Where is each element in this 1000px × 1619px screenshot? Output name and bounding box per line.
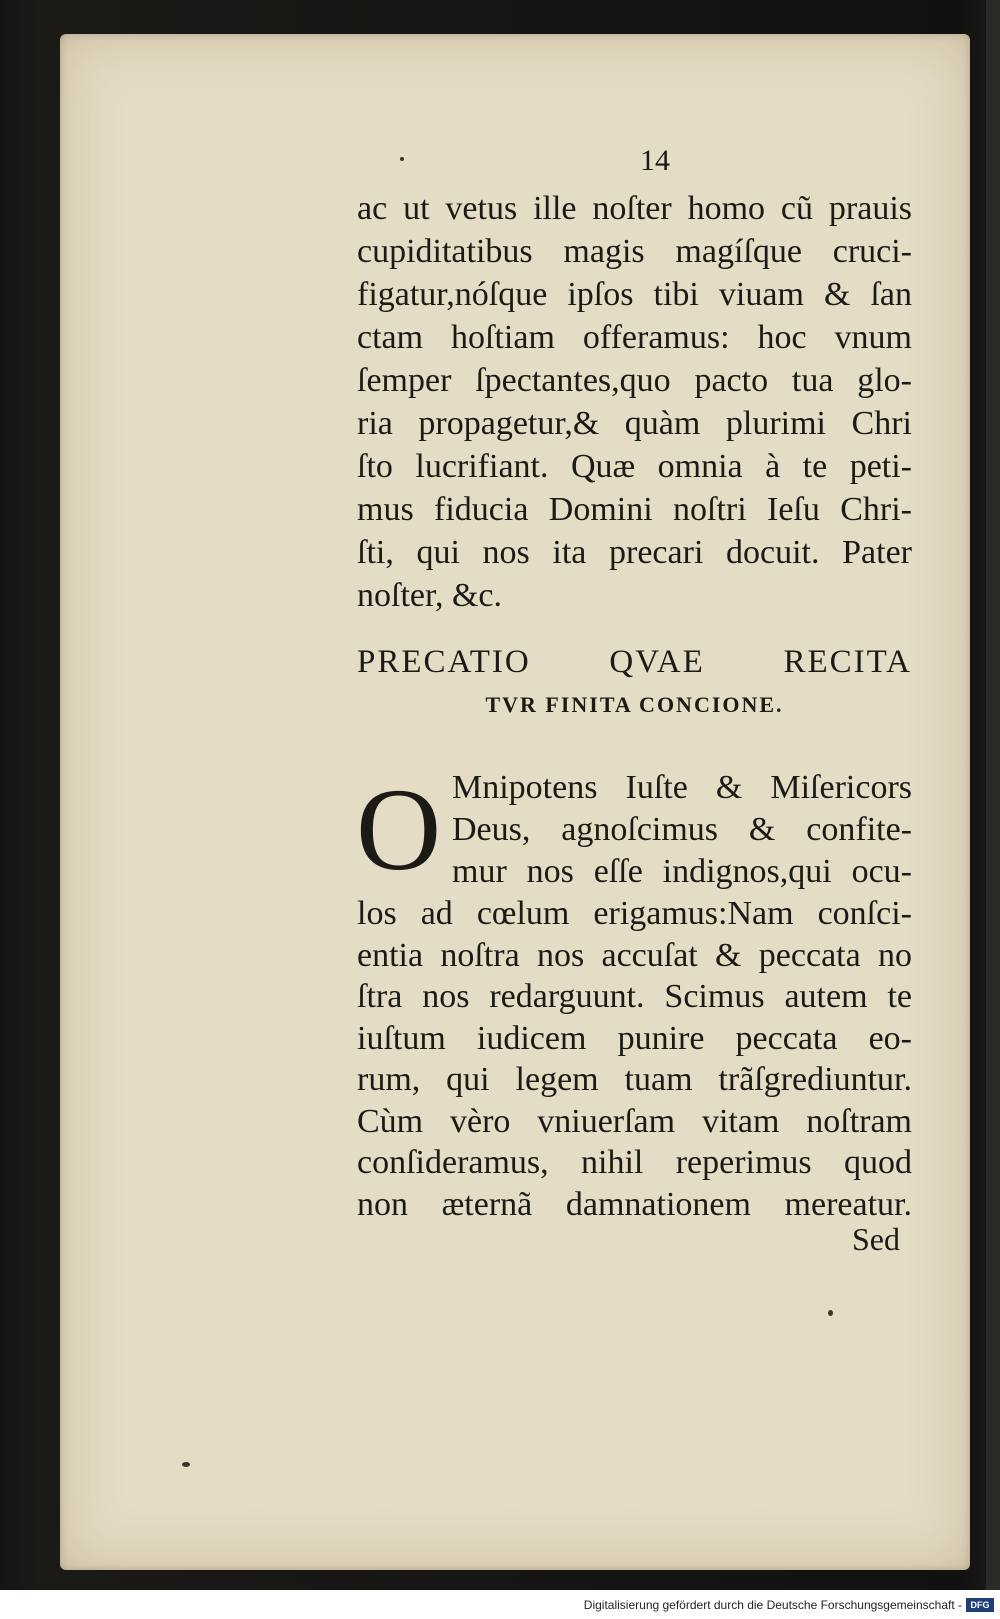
text-line: Deus, agnoſcimus & confite- <box>452 811 912 848</box>
catchword: Sed <box>852 1221 900 1257</box>
prayer-text-block-continued <box>357 893 912 1225</box>
heading-line: PRECATIO QVAE RECITA <box>357 644 912 680</box>
text-line: conſideramus, nihil reperimus quod <box>357 1144 912 1181</box>
digitization-footer <box>0 1590 1000 1619</box>
book-board-edge <box>986 0 1000 1590</box>
book-page <box>60 34 970 1570</box>
prayer-text-block <box>357 187 912 617</box>
text-line: iuſtum iudicem punire peccata eo- <box>357 1019 912 1057</box>
indented-text-block <box>452 767 912 893</box>
text-line: ſtra nos redarguunt. Scimus autem te <box>357 978 912 1015</box>
text-line: cupiditatibus magis magíſque cruci- <box>357 233 912 270</box>
page-number: 14 <box>640 144 670 177</box>
text-line: rum, qui legem tuam trãſgrediuntur. <box>357 1061 912 1098</box>
text-line: non æternã damnationem mereatur. <box>357 1185 912 1223</box>
paper-speck <box>182 1462 190 1467</box>
text-line: ſti, qui nos ita precari docuit. Pater <box>357 534 912 571</box>
text-line: ria propagetur,& quàm plurimi Chri <box>357 405 912 442</box>
text-line: ctam hoſtiam offeramus: hoc vnum <box>357 319 912 356</box>
text-line: Mnipotens Iuſte & Miſericors <box>452 769 912 806</box>
text-line: ac ut vetus ille noſter homo cũ prauis <box>357 190 912 227</box>
heading-subline: TVR FINITA CONCIONE. <box>485 692 784 717</box>
text-line: mus fiducia Domini noſtri Ieſu Chri- <box>357 491 912 528</box>
text-line: noſter, &c. <box>357 577 502 614</box>
funding-credit: Digitalisierung gefördert durch die Deutsche Forschungsgemeinschaft - <box>583 1598 962 1612</box>
paper-speck <box>400 157 404 161</box>
text-line: entia noſtra nos accuſat & peccata no <box>357 936 912 974</box>
text-line: ſto lucrifiant. Quæ omnia à te peti- <box>357 448 912 485</box>
drop-cap-initial: O <box>356 764 442 895</box>
paper-speck <box>828 1310 833 1316</box>
text-line: los ad cœlum erigamus:Nam conſci- <box>357 895 912 932</box>
section-heading <box>357 638 912 724</box>
text-line: Cùm vèro vniuerſam vitam noſtram <box>357 1102 912 1140</box>
dfg-logo-icon: DFG <box>966 1598 994 1612</box>
text-line: mur nos eſſe indignos,qui ocu- <box>452 853 912 890</box>
text-line: figatur,nóſque ipſos tibi viuam & ſan <box>357 276 912 313</box>
text-line: ſemper ſpectantes,quo pacto tua glo- <box>357 362 912 399</box>
